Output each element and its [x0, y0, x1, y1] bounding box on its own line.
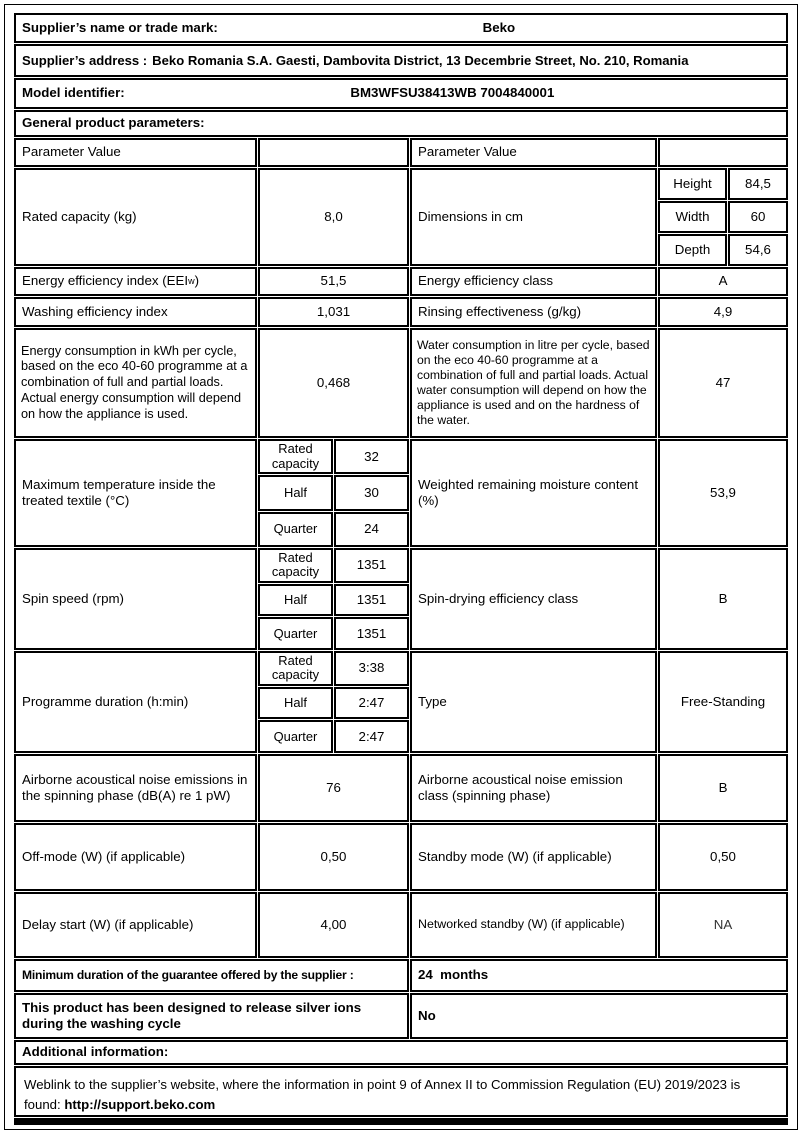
duration-label: Programme duration (h:min) — [14, 651, 257, 753]
max-temp-rated-row — [258, 439, 409, 474]
duration-quarter-label: Quarter — [258, 720, 333, 753]
delay-start-row — [14, 892, 788, 958]
dimension-height-label: Height — [658, 168, 727, 200]
dimension-height-row — [658, 168, 788, 200]
weblink-row — [14, 1066, 788, 1117]
guarantee-label: Minimum duration of the guarantee offered by the supplier : — [14, 959, 409, 992]
max-temp-rated-value: 32 — [334, 439, 409, 474]
noise-value: 76 — [258, 754, 409, 822]
type-value: Free-Standing — [658, 651, 788, 753]
spin-quarter-label: Quarter — [258, 617, 333, 650]
weblink-url: http://support.beko.com — [64, 1097, 216, 1113]
energy-class-label: Energy efficiency class — [410, 267, 657, 296]
delay-start-value: 4,00 — [258, 892, 409, 958]
spin-quarter-row — [258, 617, 409, 650]
rinsing-value: 4,9 — [658, 297, 788, 327]
spin-speed-label: Spin speed (rpm) — [14, 548, 257, 650]
supplier-name-value: Beko — [482, 19, 516, 35]
delay-start-label: Delay start (W) (if applicable) — [14, 892, 257, 958]
eei-label-subscript: w — [188, 276, 195, 287]
type-label: Type — [410, 651, 657, 753]
noise-label: Airborne acoustical noise emissions in the spinning phase (dB(A) re 1 pW) — [14, 754, 257, 822]
spin-half-value: 1351 — [334, 584, 409, 617]
dimension-depth-row — [658, 234, 788, 266]
general-parameters-heading: General product parameters: — [14, 110, 788, 137]
supplier-address-label: Supplier’s address : — [22, 52, 148, 68]
duration-half-label: Half — [258, 687, 333, 720]
supplier-address-cell — [14, 44, 788, 77]
eei-value: 51,5 — [258, 267, 409, 296]
weblink-cell — [14, 1066, 788, 1117]
washing-efficiency-label: Washing efficiency index — [14, 297, 257, 327]
max-temp-quarter-value: 24 — [334, 512, 409, 547]
spin-half-row — [258, 584, 409, 617]
water-consumption-label: Water consumption in litre per cycle, based on the eco 40-60 programme at a combination of full and partial loads. Actual water consumption will depend on how the appliance is used and on the hardness of the water. — [410, 328, 657, 438]
column-header-row — [14, 138, 788, 167]
column-header-left: Parameter Value — [14, 138, 257, 167]
noise-row — [14, 754, 788, 822]
guarantee-row — [14, 959, 788, 992]
dimension-width-label: Width — [658, 201, 727, 233]
spin-class-value: B — [658, 548, 788, 650]
silver-ions-value: No — [410, 993, 788, 1039]
spin-half-label: Half — [258, 584, 333, 617]
max-temperature-subtable — [258, 439, 409, 547]
standby-value: 0,50 — [658, 823, 788, 891]
max-temp-half-label: Half — [258, 475, 333, 510]
spin-speed-subtable — [258, 548, 409, 650]
supplier-name-cell — [14, 13, 788, 43]
column-header-left-value — [258, 138, 409, 167]
duration-half-row — [258, 687, 409, 720]
duration-subtable — [258, 651, 409, 753]
eei-label — [14, 267, 257, 296]
off-mode-row — [14, 823, 788, 891]
supplier-name-label: Supplier’s name or trade mark: — [22, 19, 218, 35]
spin-speed-row — [14, 548, 788, 650]
energy-consumption-value: 0,468 — [258, 328, 409, 438]
max-temp-quarter-row — [258, 512, 409, 547]
dimension-width-value: 60 — [728, 201, 788, 233]
moisture-value: 53,9 — [658, 439, 788, 547]
duration-quarter-row — [258, 720, 409, 753]
additional-info-row — [14, 1040, 788, 1065]
supplier-address-row — [14, 44, 788, 77]
max-temp-half-row — [258, 475, 409, 510]
noise-class-value: B — [658, 754, 788, 822]
column-header-right-value — [658, 138, 788, 167]
spin-rated-row — [258, 548, 409, 583]
energy-class-value: A — [658, 267, 788, 296]
eei-label-end: ) — [194, 273, 199, 289]
guarantee-value: 24 months — [410, 959, 788, 992]
spin-rated-value: 1351 — [334, 548, 409, 583]
max-temp-half-value: 30 — [334, 475, 409, 510]
model-identifier-cell — [14, 78, 788, 109]
washing-efficiency-row — [14, 297, 788, 327]
column-header-right: Parameter Value — [410, 138, 657, 167]
washing-efficiency-value: 1,031 — [258, 297, 409, 327]
silver-ions-label: This product has been designed to release silver ions during the washing cycle — [14, 993, 409, 1039]
table-bottom-border — [14, 1118, 788, 1125]
energy-consumption-label: Energy consumption in kWh per cycle, based on the eco 40-60 programme at a combination of full and partial loads. Actual energy consumption will depend on how the appliance is used. — [14, 328, 257, 438]
dimension-width-row — [658, 201, 788, 233]
duration-rated-row — [258, 651, 409, 686]
silver-ions-row — [14, 993, 788, 1039]
spin-rated-label: Rated capacity — [258, 548, 333, 583]
dimension-height-value: 84,5 — [728, 168, 788, 200]
off-mode-value: 0,50 — [258, 823, 409, 891]
standby-label: Standby mode (W) (if applicable) — [410, 823, 657, 891]
dimensions-label: Dimensions in cm — [410, 168, 657, 266]
model-identifier-value: BM3WFSU38413WB 7004840001 — [350, 85, 555, 101]
rated-capacity-value: 8,0 — [258, 168, 409, 266]
supplier-name-row — [14, 13, 788, 43]
duration-row — [14, 651, 788, 753]
supplier-address-value: Beko Romania S.A. Gaesti, Dambovita District, 13 Decembrie Street, No. 210, Romania — [152, 52, 689, 68]
off-mode-label: Off-mode (W) (if applicable) — [14, 823, 257, 891]
max-temp-quarter-label: Quarter — [258, 512, 333, 547]
model-identifier-label: Model identifier: — [22, 85, 125, 101]
duration-rated-label: Rated capacity — [258, 651, 333, 686]
max-temperature-row — [14, 439, 788, 547]
water-consumption-value: 47 — [658, 328, 788, 438]
duration-quarter-value: 2:47 — [334, 720, 409, 753]
dimension-depth-label: Depth — [658, 234, 727, 266]
max-temperature-label: Maximum temperature inside the treated textile (°C) — [14, 439, 257, 547]
networked-standby-label: Networked standby (W) (if applicable) — [410, 892, 657, 958]
duration-rated-value: 3:38 — [334, 651, 409, 686]
consumption-row — [14, 328, 788, 438]
dimension-depth-value: 54,6 — [728, 234, 788, 266]
max-temp-rated-label: Rated capacity — [258, 439, 333, 474]
general-parameters-row — [14, 110, 788, 137]
noise-class-label: Airborne acoustical noise emission class (spinning phase) — [410, 754, 657, 822]
additional-info-heading: Additional information: — [14, 1040, 788, 1065]
eei-label-main: Energy efficiency index (EEI — [22, 273, 189, 289]
rated-capacity-label: Rated capacity (kg) — [14, 168, 257, 266]
model-identifier-row — [14, 78, 788, 109]
moisture-label: Weighted remaining moisture content (%) — [410, 439, 657, 547]
networked-standby-value: NA — [658, 892, 788, 958]
weblink-text: Weblink to the supplier’s website, where the information in point 9 of Annex II to Commission Regulation (EU) 2019/2023 is found: — [24, 1077, 741, 1113]
rinsing-label: Rinsing effectiveness (g/kg) — [410, 297, 657, 327]
spin-quarter-value: 1351 — [334, 617, 409, 650]
product-fiche-table — [14, 13, 788, 1125]
duration-half-value: 2:47 — [334, 687, 409, 720]
spin-class-label: Spin-drying efficiency class — [410, 548, 657, 650]
eei-row — [14, 267, 788, 296]
dimensions-subtable — [658, 168, 788, 266]
rated-capacity-dimensions-row — [14, 168, 788, 266]
